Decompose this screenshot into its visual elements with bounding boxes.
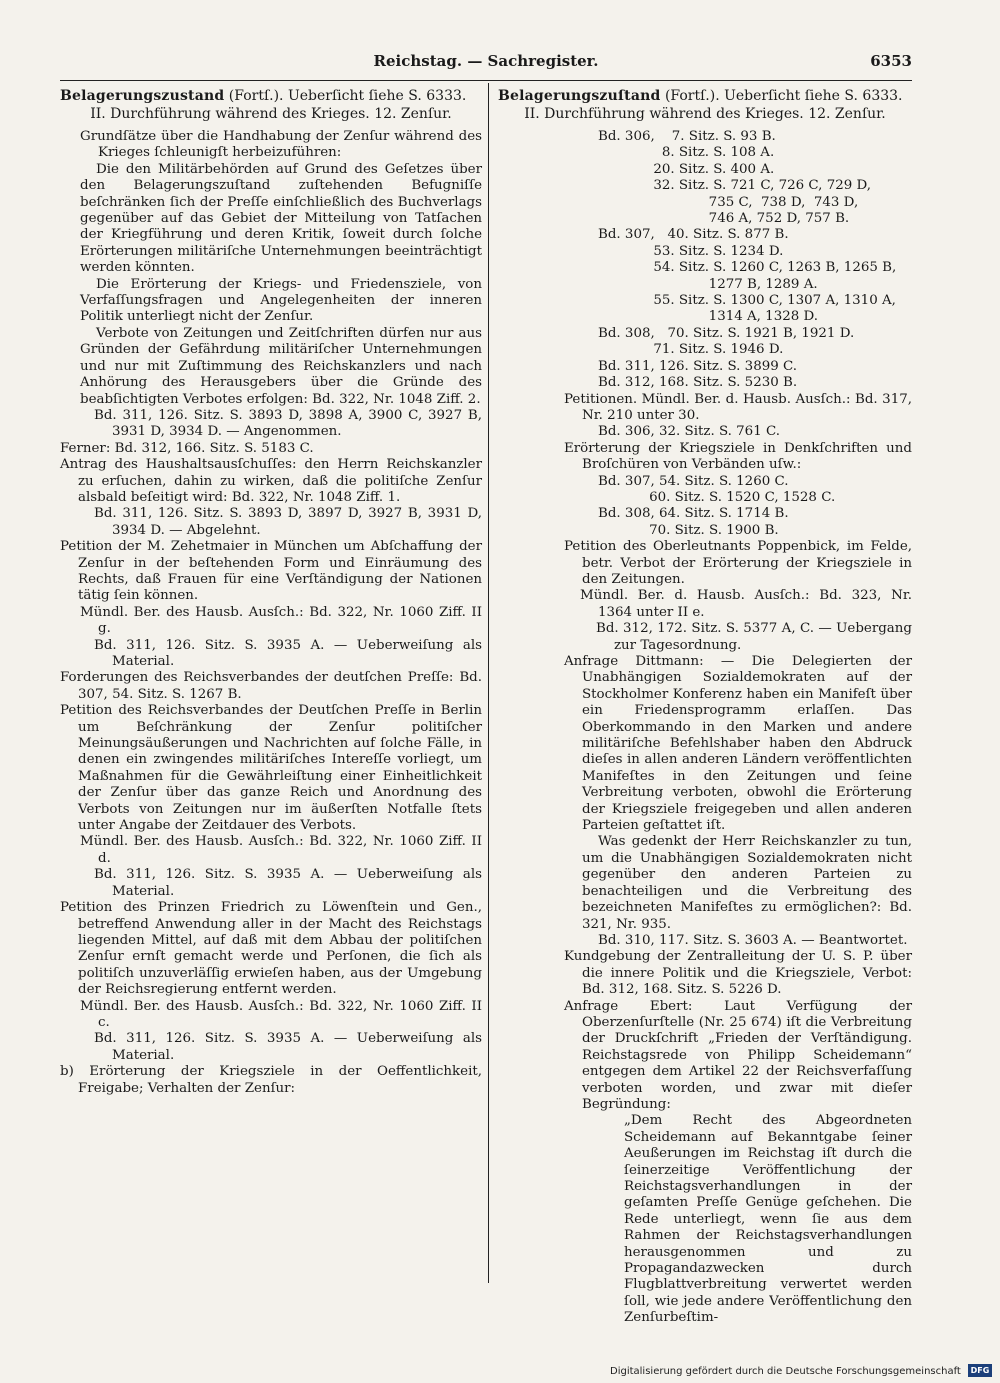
reference-line: Bd. 311, 126. Sitz. S. 3899 C. xyxy=(598,358,798,374)
heading-keyword: Belagerungszuſtand xyxy=(498,88,661,104)
reference: Bd. 311, 126. Sitz. S. 3935 A. — Ueberweiſung als Material. xyxy=(94,1031,482,1063)
reference-line: Bd. 307, 40. Sitz. S. 877 B. xyxy=(598,227,789,243)
reference: Mündl. Ber. d. Hausb. Ausſch.: Bd. 323, Nr. 1364 unter II e. xyxy=(580,588,912,620)
paragraph: Was gedenkt der Herr Reichskanzler zu tun, um die Unabhängigen Sozialdemokraten nicht gegenüber den anderen Parteien zu benachteiligen und die Verbreitung des bezeichneten Manifeſtes zu ermöglichen?: Bd. 321, Nr. 935. xyxy=(582,834,912,932)
paragraph: Verbote von Zeitungen und Zeitſchriften dürfen nur aus Gründen der Gefährdung militäriſcher Unternehmungen und nur mit Zuſtimmung des Reichskanzlers und nach Anhörung des Herausgebers über die Gründe des beabſichtigten Verbotes erfolgen: Bd. 322, Nr. 1048 Ziff. 2. xyxy=(80,325,482,407)
reference: Bd. 306, 32. Sitz. S. 761 C. xyxy=(598,424,781,440)
paragraph: Forderungen des Reichsverbandes der deutſchen Preſſe: Bd. 307, 54. Sitz. S. 1267 B. xyxy=(60,670,482,702)
reference: Mündl. Ber. des Hausb. Ausſch.: Bd. 322, Nr. 1060 Ziff. II c. xyxy=(80,998,482,1030)
subsection-heading: b) Erörterung der Kriegsziele in der Oeffentlichkeit, Freigabe; Verhalten der Zenſur: xyxy=(60,1064,482,1096)
reference-line: Bd. 308, 70. Sitz. S. 1921 B, 1921 D. xyxy=(598,325,855,341)
heading-keyword: Belagerungszustand xyxy=(60,88,225,104)
reference-line: 1277 B, 1289 A. xyxy=(598,276,818,292)
reference-line: 54. Sitz. S. 1260 C, 1263 B, 1265 B, xyxy=(598,260,897,276)
reference-line: 70. Sitz. S. 1900 B. xyxy=(598,522,779,538)
reference-line: 735 C, 738 D, 743 D, xyxy=(598,194,859,210)
page-header xyxy=(60,52,912,76)
paragraph: Die Erörterung der Kriegs- und Friedensziele, von Verfaſſungsfragen und Angelegenheiten der inneren Politik unterliegt nicht der Zenſur. xyxy=(80,276,482,325)
reference: Bd. 310, 117. Sitz. S. 3603 A. — Beantwortet. xyxy=(598,932,908,948)
reference-list xyxy=(498,129,912,392)
reference-line: 53. Sitz. S. 1234 D. xyxy=(598,243,784,259)
paragraph: Petition des Oberleutnants Poppenbick, im Felde, betr. Verbot der Erörterung der Kriegsziele in den Zeitungen. xyxy=(564,539,912,587)
paragraph: Kundgebung der Zentralleitung der U. S. P. über die innere Politik und die Kriegsziele, Verbot: Bd. 312, 168. Sitz. S. 5226 D. xyxy=(564,949,912,998)
footer-credit: Digitalisierung gefördert durch die Deutsche Forschungsgemeinschaft xyxy=(610,1366,961,1377)
reference-list xyxy=(498,474,912,540)
paragraph: Petitionen. Mündl. Ber. d. Hausb. Ausſch.: Bd. 317, Nr. 210 unter 30. xyxy=(564,391,912,423)
reference-line: Bd. 306, 7. Sitz. S. 93 B. xyxy=(598,129,776,144)
section-subheading: II. Durchführung während des Krieges. 12. Zenſur. xyxy=(90,106,452,122)
paragraph: Die den Militärbehörden auf Grund des Geſetzes über den Belagerungszuſtand zuſtehenden Befugniſſe beſchränken ſich der Preſſe einſchließlich des Buchverlags gegenüber auf das Gebiet der Mitteilung von Tatſachen der Kriegführung und deren Kritik, ſoweit durch ſolche Erörterungen militäriſche Unternehmungen beeinträchtigt werden könnten. xyxy=(80,161,482,276)
paragraph: Grundſätze über die Handhabung der Zenſur während des Krieges ſchleunigſt herbeizuführen: xyxy=(80,129,482,161)
reference-line: 746 A, 752 D, 757 B. xyxy=(598,211,850,227)
paragraph: Erörterung der Kriegsziele in Denkſchriften und Broſchüren von Verbänden uſw.: xyxy=(564,440,912,473)
reference: Bd. 312, 172. Sitz. S. 5377 A, C. — Uebergang zur Tagesordnung. xyxy=(596,621,912,653)
reference-line: 1314 A, 1328 D. xyxy=(598,309,819,325)
entry-heading: Belagerungszuſtand (Fortſ.). Ueberſicht ſiehe S. 6333. xyxy=(498,88,903,104)
column-divider xyxy=(488,83,489,1283)
reference: Bd. 311, 126. Sitz. S. 3935 A. — Ueberweiſung als Material. xyxy=(94,637,482,669)
reference-line: 55. Sitz. S. 1300 C, 1307 A, 1310 A, xyxy=(598,293,896,309)
reference: Bd. 311, 126. Sitz. S. 3893 D, 3898 A, 3900 C, 3927 B, 3931 D, 3934 D. — Angenommen. xyxy=(94,407,482,440)
reference-line: 8. Sitz. S. 108 A. xyxy=(598,145,775,161)
paragraph: Anfrage Dittmann: — Die Delegierten der Unabhängigen Sozialdemokraten auf der Stockholmer Konferenz haben ein Manifeſt über ein Friedensprogramm erlaſſen. Das Oberkommando in den Marken und andere militäriſche Befehlshaber haben den Abdruck dieſes in allen anderen Ländern veröffentlichten Manifeſtes in den Zeitungen und ſeine Verbreitung verboten, obwohl die Erörterung der Kriegsziele freigegeben und allen anderen Parteien geſtattet iſt. xyxy=(564,654,912,834)
paragraph: Ferner: Bd. 312, 166. Sitz. S. 5183 C. xyxy=(60,440,314,456)
reference-line: 32. Sitz. S. 721 C, 726 C, 729 D, xyxy=(598,178,872,194)
section-subheading: II. Durchführung während des Krieges. 12. Zenſur. xyxy=(524,106,886,122)
reference-line: Bd. 307, 54. Sitz. S. 1260 C. xyxy=(598,473,789,489)
right-column xyxy=(498,88,912,1327)
reference: Bd. 311, 126. Sitz. S. 3893 D, 3897 D, 3927 B, 3931 D, 3934 D. — Abgelehnt. xyxy=(94,506,482,538)
paragraph: Petition der M. Zehetmaier in München um Abſchaffung der Zenſur in der beſtehenden Form und Einräumung des Rechts, daß Frauen für eine Verſtändigung der Nationen tätig ſein können. xyxy=(60,539,482,604)
paragraph: Petition des Prinzen Friedrich zu Löwenſtein und Gen., betreffend Anwendung aller in der Macht des Reichstags liegenden Mittel, auf daß mit dem Abbau der politiſchen Zenſur ernſt gemacht werde und Perſonen, die ſich als politiſch unzuverläſſig erwieſen haben, aus der Umgebung der Reichsregierung entfernt werden. xyxy=(60,900,482,998)
reference-line: Bd. 308, 64. Sitz. S. 1714 B. xyxy=(598,506,789,522)
reference-line: 71. Sitz. S. 1946 D. xyxy=(598,342,784,358)
reference-line: 60. Sitz. S. 1520 C, 1528 C. xyxy=(598,489,836,505)
reference: Mündl. Ber. des Hausb. Ausſch.: Bd. 322, Nr. 1060 Ziff. II g. xyxy=(80,604,482,637)
reference-line: 20. Sitz. S. 400 A. xyxy=(598,161,775,177)
reference: Mündl. Ber. des Hausb. Ausſch.: Bd. 322, Nr. 1060 Ziff. II d. xyxy=(80,834,482,866)
reference: Bd. 311, 126. Sitz. S. 3935 A. — Ueberweiſung als Material. xyxy=(94,867,482,899)
entry-heading: Belagerungszustand (Fortſ.). Ueberſicht ſiehe S. 6333. xyxy=(60,88,467,104)
paragraph: Antrag des Haushaltsausſchuſſes: den Herrn Reichskanzler zu erſuchen, dahin zu wirken, daß die politiſche Zenſur alsbald beſeitigt wird: Bd. 322, Nr. 1048 Ziff. 1. xyxy=(60,457,482,505)
page-number: 6353 xyxy=(870,52,912,70)
paragraph: Anfrage Ebert: Laut Verfügung der Oberzenſurſtelle (Nr. 25 674) iſt die Verbreitung der Druckſchrift „Frieden der Verſtändigung. Reichstagsrede von Philipp Scheidemann“ entgegen dem Artikel 22 der Reichsverfaſſung verboten worden, und zwar mit dieſer Begründung: xyxy=(564,998,912,1112)
header-rule xyxy=(60,80,912,81)
paragraph: Petition des Reichsverbandes der Deutſchen Preſſe in Berlin um Beſchränkung der Zenſur politiſcher Meinungsäußerungen und Nachrichten auf ſolche Fälle, in denen ein zwingendes militäriſches Intereſſe vorliegt, um Maßnahmen für die Gewährleiſtung einer Einheitlichkeit der Zenſur über das ganze Reich und Anordnung des Verbots von Zeitungen nur im äußerſten Notfalle ſtets unter Angabe der Zeitdauer des Verbots. xyxy=(60,703,482,834)
left-column xyxy=(60,88,482,1097)
running-title: Reichstag. — Sachregister. xyxy=(373,52,599,70)
reference-line: Bd. 312, 168. Sitz. S. 5230 B. xyxy=(598,375,798,391)
quotation: „Dem Recht des Abgeordneten Scheidemann auf Bekanntgabe ſeiner Aeußerungen im Reichstag iſt durch die ſeinerzeitige Veröffentlichung der Reichstagsverhandlungen in der geſamten Preſſe Genüge geſchehen. Die Rede unterliegt, wenn ſie aus dem Rahmen der Reichstagsverhandlungen herausgenommen und zu Propagandazwecken durch Flugblattverbreitung verwertet werden ſoll, wie jede andere Veröffentlichung den Zenſurbeſtim- xyxy=(624,1113,912,1326)
dfg-logo-icon: DFG xyxy=(968,1364,992,1377)
